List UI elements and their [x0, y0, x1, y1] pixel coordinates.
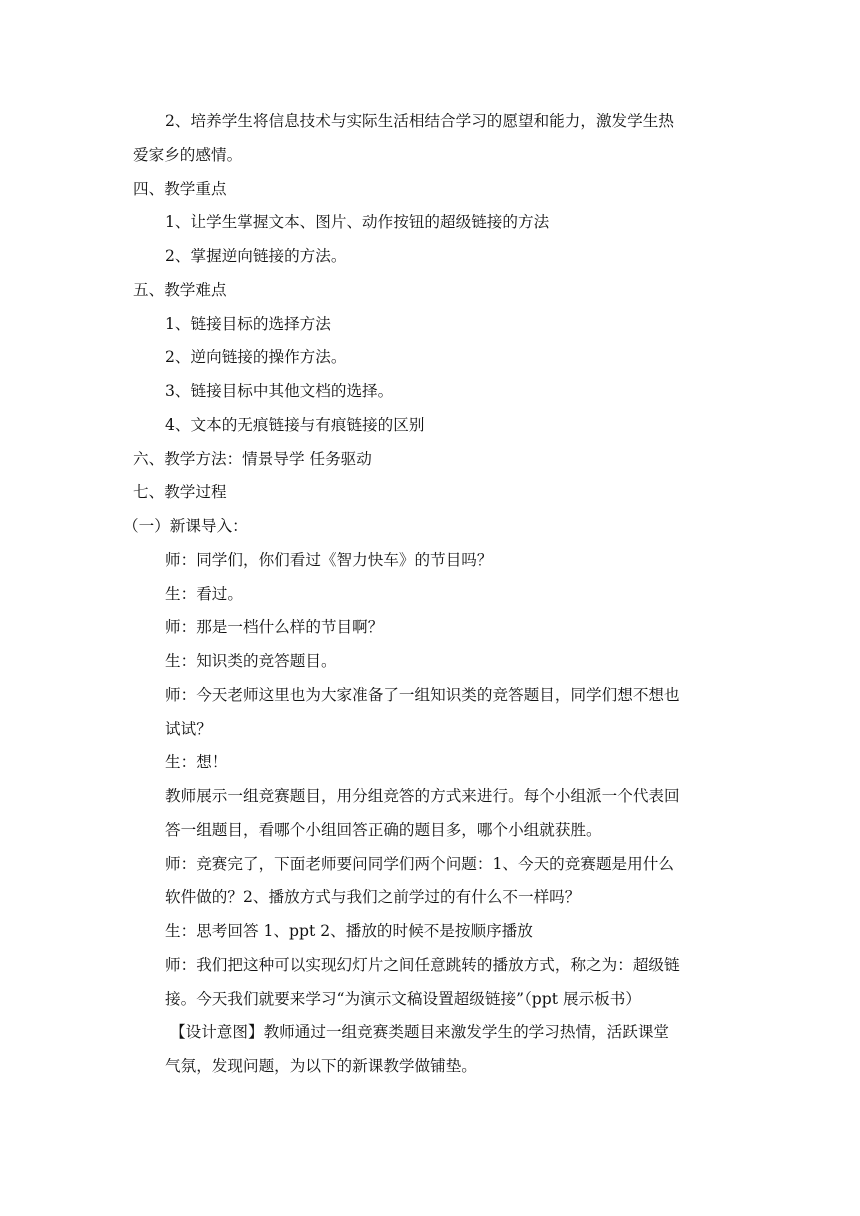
design-intent-note: 【设计意图】教师通过一组竞赛类题目来激发学生的学习热情，活跃课堂 — [170, 1023, 670, 1041]
dialogue-line: 接。今天我们就要来学习“为演示文稿设置超级链接”（ppt 展示板书） — [165, 990, 641, 1008]
dialogue-line: 生：想！ — [165, 753, 228, 771]
paragraph-line: 答一组题目，看哪个小组回答正确的题目多，哪个小组就获胜。 — [165, 821, 602, 839]
text-line: 爱家乡的感情。 — [133, 146, 243, 164]
design-intent-note: 气氛，发现问题，为以下的新课教学做铺垫。 — [165, 1057, 477, 1075]
section-heading: 五、教学难点 — [133, 281, 227, 299]
list-item: 1、链接目标的选择方法 — [165, 315, 331, 333]
subsection-heading: （一）新课导入： — [123, 517, 248, 535]
list-item: 1、让学生掌握文本、图片、动作按钮的超级链接的方法 — [165, 213, 550, 231]
dialogue-line: 软件做的？2、播放方式与我们之前学过的有什么不一样吗？ — [165, 888, 581, 906]
list-item: 3、链接目标中其他文档的选择。 — [165, 382, 394, 400]
section-heading: 七、教学过程 — [133, 483, 227, 501]
paragraph-line: 教师展示一组竞赛题目，用分组竞答的方式来进行。每个小组派一个代表回 — [165, 787, 680, 805]
dialogue-line: 试试？ — [165, 720, 212, 738]
list-item: 4、文本的无痕链接与有痕链接的区别 — [165, 416, 425, 434]
dialogue-line: 师：同学们，你们看过《智力快车》的节目吗？ — [165, 551, 493, 569]
dialogue-line: 师：我们把这种可以实现幻灯片之间任意跳转的播放方式，称之为：超级链 — [165, 956, 680, 974]
dialogue-line: 生：知识类的竞答题目。 — [165, 652, 337, 670]
dialogue-line: 生：思考回答 1、ppt 2、播放的时候不是按顺序播放 — [165, 922, 533, 940]
dialogue-line: 师：那是一档什么样的节目啊？ — [165, 618, 384, 636]
dialogue-line: 师：竞赛完了，下面老师要问同学们两个问题：1、今天的竞赛题是用什么 — [165, 855, 674, 873]
list-item: 2、逆向链接的操作方法。 — [165, 348, 347, 366]
list-item: 2、掌握逆向链接的方法。 — [165, 247, 347, 265]
section-heading: 六、教学方法：情景导学 任务驱动 — [133, 450, 372, 468]
section-heading: 四、教学重点 — [133, 180, 227, 198]
dialogue-line: 生：看过。 — [165, 585, 243, 603]
dialogue-line: 师：今天老师这里也为大家准备了一组知识类的竞答题目，同学们想不想也 — [165, 686, 680, 704]
text-line: 2、培养学生将信息技术与实际生活相结合学习的愿望和能力，激发学生热 — [165, 112, 674, 130]
